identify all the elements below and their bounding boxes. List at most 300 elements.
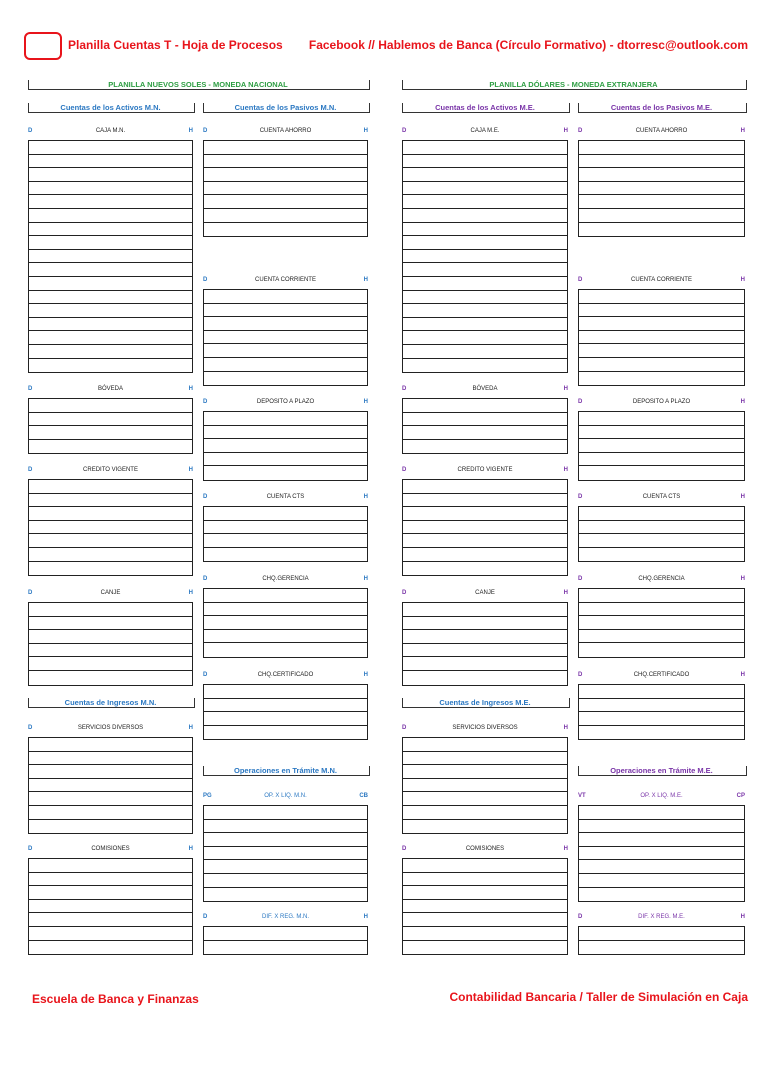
t-account-grid	[203, 805, 368, 902]
ledger-row[interactable]	[403, 345, 567, 359]
debit-label: D	[578, 576, 583, 582]
activos-mn-title: Cuentas de los Activos M.N.	[60, 103, 161, 112]
contact-info: Facebook // Hablemos de Banca (Círculo Formativo) - dtorresc@outlook.com	[308, 38, 748, 52]
t-account-header	[578, 576, 745, 586]
ledger-row[interactable]	[403, 209, 567, 223]
ledger-row[interactable]	[579, 941, 744, 955]
ledger-row[interactable]	[579, 290, 744, 304]
ledger-row[interactable]	[579, 548, 744, 562]
account-name: DIF. X REG. M.E.	[638, 914, 685, 920]
ledger-row[interactable]	[204, 888, 367, 902]
t-account-header	[203, 128, 368, 138]
ledger-row[interactable]	[29, 792, 192, 806]
t-account-grid	[578, 506, 745, 562]
ledger-row[interactable]	[204, 290, 367, 304]
debit-label: D	[578, 277, 583, 283]
ledger-row[interactable]	[403, 494, 567, 508]
t-account-grid	[402, 858, 568, 955]
debit-label: D	[203, 576, 208, 582]
ledger-row[interactable]	[29, 155, 192, 169]
ledger-row[interactable]	[579, 603, 744, 617]
t-account-grid	[203, 588, 368, 658]
ledger-row[interactable]	[403, 873, 567, 887]
account-name: DIF. X REG. M.N.	[261, 914, 309, 920]
t-account-grid	[578, 411, 745, 481]
t-account-header	[402, 725, 568, 735]
ledger-row[interactable]	[579, 344, 744, 358]
ledger-row[interactable]	[29, 534, 192, 548]
ledger-row[interactable]	[29, 223, 192, 237]
column-divider	[578, 754, 745, 795]
ledger-row[interactable]	[403, 671, 567, 685]
ledger-row[interactable]	[29, 548, 192, 562]
t-account-header	[578, 914, 745, 924]
debit-label: VT	[578, 793, 586, 799]
ledger-row[interactable]	[579, 141, 744, 155]
ledger-row[interactable]	[204, 685, 367, 699]
ledger-row[interactable]	[579, 412, 744, 426]
ledger-row[interactable]	[204, 195, 367, 209]
ledger-row[interactable]	[579, 317, 744, 331]
ledger-row[interactable]	[579, 874, 744, 888]
t-account-grid	[203, 140, 368, 237]
t-account-header	[578, 399, 745, 409]
account-name: CUENTA CORRIENTE	[631, 277, 692, 283]
account-name: CHQ.CERTIFICADO	[633, 672, 690, 678]
ledger-row[interactable]	[403, 250, 567, 264]
ledger-row[interactable]	[403, 562, 567, 576]
ledger-row[interactable]	[204, 223, 367, 237]
account-name: CHQ.GERENCIA	[262, 576, 309, 582]
ledger-row[interactable]	[579, 860, 744, 874]
ledger-row[interactable]	[579, 182, 744, 196]
ledger-row[interactable]	[579, 521, 744, 535]
ledger-row[interactable]	[204, 847, 367, 861]
ledger-row[interactable]	[579, 712, 744, 726]
ledger-row[interactable]	[204, 726, 367, 740]
ledger-row[interactable]	[579, 466, 744, 480]
account-name: CUENTA CTS	[266, 494, 305, 500]
debit-label: D	[28, 846, 33, 852]
ledger-row[interactable]	[204, 358, 367, 372]
debit-label: D	[28, 590, 33, 596]
ledger-row[interactable]	[403, 426, 567, 440]
t-account-grid	[203, 411, 368, 481]
t-account-grid	[203, 926, 368, 955]
ledger-row[interactable]	[204, 712, 367, 726]
ledger-row[interactable]	[403, 548, 567, 562]
ledger-row[interactable]	[579, 847, 744, 861]
t-account-grid	[28, 479, 193, 576]
ledger-row[interactable]	[29, 859, 192, 873]
ledger-row[interactable]	[579, 927, 744, 941]
debit-label: D	[203, 399, 208, 405]
ledger-row[interactable]	[579, 806, 744, 820]
ledger-row[interactable]	[403, 440, 567, 454]
ledger-row[interactable]	[579, 833, 744, 847]
credit-label: H	[363, 672, 368, 678]
ledger-row[interactable]	[29, 318, 192, 332]
ledger-row[interactable]	[403, 765, 567, 779]
ingresos-mn-title: Cuentas de Ingresos M.N.	[64, 698, 157, 707]
account-name: SERVICIOS DIVERSOS	[452, 725, 518, 731]
ledger-row[interactable]	[204, 603, 367, 617]
ledger-row[interactable]	[204, 548, 367, 562]
ledger-row[interactable]	[29, 820, 192, 834]
ledger-row[interactable]	[579, 630, 744, 644]
ledger-row[interactable]	[29, 630, 192, 644]
tramite-me-title: Operaciones en Trámite M.E.	[610, 766, 713, 775]
ledger-row[interactable]	[403, 413, 567, 427]
ledger-row[interactable]	[29, 562, 192, 576]
credit-label: H	[740, 576, 745, 582]
account-name: CANJE	[100, 590, 121, 596]
ledger-row[interactable]	[204, 182, 367, 196]
t-account-header	[203, 793, 368, 803]
ledger-row[interactable]	[579, 534, 744, 548]
ingresos-me-title: Cuentas de Ingresos M.E.	[439, 698, 531, 707]
ledger-row[interactable]	[403, 236, 567, 250]
ledger-row[interactable]	[403, 859, 567, 873]
footer-course: Contabilidad Bancaria / Taller de Simulación en Caja	[449, 990, 748, 1004]
ledger-row[interactable]	[29, 617, 192, 631]
ledger-row[interactable]	[204, 304, 367, 318]
ledger-row[interactable]	[403, 359, 567, 373]
ledger-row[interactable]	[29, 480, 192, 494]
ledger-row[interactable]	[579, 426, 744, 440]
credit-label: H	[563, 128, 568, 134]
ledger-row[interactable]	[579, 643, 744, 657]
ledger-row[interactable]	[403, 886, 567, 900]
ledger-row[interactable]	[403, 331, 567, 345]
t-account-comisiones-me	[402, 846, 568, 1091]
ledger-row[interactable]	[403, 738, 567, 752]
credit-label: H	[740, 277, 745, 283]
ledger-row[interactable]	[29, 399, 192, 413]
ledger-row[interactable]	[204, 534, 367, 548]
ledger-row[interactable]	[403, 913, 567, 927]
ledger-row[interactable]	[204, 412, 367, 426]
ledger-row[interactable]	[403, 617, 567, 631]
ledger-row[interactable]	[204, 699, 367, 713]
ledger-row[interactable]	[579, 616, 744, 630]
account-name: CAJA M.E.	[470, 128, 500, 134]
ledger-row[interactable]	[29, 209, 192, 223]
debit-label: D	[203, 672, 208, 678]
ledger-row[interactable]	[29, 603, 192, 617]
t-account-grid	[203, 684, 368, 740]
ledger-row[interactable]	[204, 941, 367, 955]
ledger-row[interactable]	[29, 359, 192, 373]
page-title: Planilla Cuentas T - Hoja de Procesos	[68, 38, 283, 52]
account-name: DEPOSITO A PLAZO	[632, 399, 691, 405]
t-account-header	[578, 128, 745, 138]
credit-label: H	[363, 277, 368, 283]
t-account-grid	[402, 602, 568, 686]
ledger-row[interactable]	[29, 331, 192, 345]
ledger-row[interactable]	[29, 927, 192, 941]
ledger-row[interactable]	[403, 820, 567, 834]
ledger-row[interactable]	[204, 141, 367, 155]
t-account-grid	[28, 398, 193, 454]
ledger-row[interactable]	[204, 927, 367, 941]
ledger-row[interactable]	[29, 521, 192, 535]
ledger-row[interactable]	[29, 738, 192, 752]
ledger-row[interactable]	[403, 480, 567, 494]
logo-box	[24, 32, 62, 60]
ledger-row[interactable]	[204, 507, 367, 521]
account-name: COMISIONES	[91, 846, 130, 852]
t-account-difreg-mn	[203, 914, 368, 955]
credit-label: H	[363, 576, 368, 582]
ledger-row[interactable]	[403, 927, 567, 941]
credit-label: H	[188, 128, 193, 134]
t-account-certificado-mn	[203, 672, 368, 794]
ledger-row[interactable]	[403, 182, 567, 196]
t-account-grid	[578, 926, 745, 955]
t-account-grid	[578, 588, 745, 658]
ledger-row[interactable]	[29, 141, 192, 155]
t-account-header	[203, 494, 368, 504]
account-name: OP. X LIQ. M.N.	[264, 793, 307, 799]
ledger-row[interactable]	[579, 358, 744, 372]
ledger-row[interactable]	[204, 331, 367, 345]
ledger-row[interactable]	[29, 263, 192, 277]
ledger-row[interactable]	[403, 399, 567, 413]
ledger-row[interactable]	[403, 223, 567, 237]
debit-label: D	[28, 128, 33, 134]
ledger-row[interactable]	[29, 426, 192, 440]
t-account-grid	[402, 479, 568, 576]
credit-label: H	[363, 494, 368, 500]
ledger-row[interactable]	[403, 155, 567, 169]
ledger-row[interactable]	[204, 466, 367, 480]
ledger-row[interactable]	[403, 534, 567, 548]
account-name: CANJE	[475, 590, 495, 596]
t-account-header	[203, 277, 368, 287]
ledger-row[interactable]	[403, 941, 567, 955]
credit-label: H	[740, 672, 745, 678]
ledger-row[interactable]	[403, 630, 567, 644]
ledger-row[interactable]	[579, 223, 744, 237]
t-account-header	[203, 576, 368, 586]
t-account-certificado-me	[578, 672, 745, 794]
ledger-row[interactable]	[579, 589, 744, 603]
ledger-row[interactable]	[403, 779, 567, 793]
ledger-row[interactable]	[29, 277, 192, 291]
t-account-header	[578, 672, 745, 682]
account-name: COMISIONES	[465, 846, 505, 852]
ledger-row[interactable]	[29, 291, 192, 305]
debit-label: D	[578, 914, 583, 920]
ledger-row[interactable]	[403, 263, 567, 277]
ledger-row[interactable]	[29, 886, 192, 900]
me-section-title: PLANILLA DÓLARES - MONEDA EXTRANJERA	[489, 80, 658, 89]
t-account-header	[203, 399, 368, 409]
debit-label: D	[578, 128, 583, 134]
t-account-header	[402, 846, 568, 856]
ledger-row[interactable]	[403, 277, 567, 291]
ledger-row[interactable]	[579, 685, 744, 699]
t-account-comisiones-mn	[28, 846, 193, 1091]
ledger-row[interactable]	[204, 643, 367, 657]
ledger-row[interactable]	[204, 630, 367, 644]
debit-label: D	[578, 399, 583, 405]
credit-label: H	[188, 467, 193, 473]
ledger-row[interactable]	[403, 521, 567, 535]
credit-label: H	[740, 494, 745, 500]
ledger-row[interactable]	[403, 657, 567, 671]
debit-label: D	[402, 467, 407, 473]
ledger-row[interactable]	[403, 195, 567, 209]
debit-label: D	[203, 128, 208, 134]
account-name: CREDITO VIGENTE	[457, 467, 513, 473]
ledger-row[interactable]	[579, 453, 744, 467]
debit-label: D	[28, 725, 33, 731]
t-account-difreg-me	[578, 914, 745, 955]
ledger-row[interactable]	[204, 806, 367, 820]
column-divider	[402, 1009, 568, 1091]
debit-label: D	[203, 277, 208, 283]
credit-label: H	[363, 914, 368, 920]
ledger-row[interactable]	[204, 521, 367, 535]
ledger-row[interactable]	[204, 616, 367, 630]
ledger-row[interactable]	[29, 900, 192, 914]
ledger-row[interactable]	[204, 874, 367, 888]
ledger-row[interactable]	[204, 820, 367, 834]
ledger-row[interactable]	[204, 589, 367, 603]
credit-label: CP	[736, 793, 745, 799]
ledger-row[interactable]	[29, 941, 192, 955]
ledger-row[interactable]	[29, 168, 192, 182]
ledger-row[interactable]	[579, 331, 744, 345]
t-account-grid	[28, 858, 193, 955]
ledger-row[interactable]	[579, 155, 744, 169]
ledger-row[interactable]	[29, 671, 192, 685]
ledger-row[interactable]	[403, 141, 567, 155]
t-account-grid	[28, 602, 193, 686]
t-account-grid	[402, 737, 568, 834]
ledger-row[interactable]	[29, 250, 192, 264]
ledger-row[interactable]	[29, 345, 192, 359]
debit-label: D	[578, 672, 583, 678]
account-name: CHQ.CERTIFICADO	[257, 672, 314, 678]
t-account-header	[28, 590, 193, 600]
ledger-row[interactable]	[29, 913, 192, 927]
account-name: OP. X LIQ. M.E.	[640, 793, 683, 799]
ledger-row[interactable]	[579, 304, 744, 318]
ledger-row[interactable]	[29, 413, 192, 427]
ledger-row[interactable]	[29, 779, 192, 793]
ledger-row[interactable]	[403, 792, 567, 806]
debit-label: D	[402, 128, 407, 134]
credit-label: H	[563, 467, 568, 473]
ledger-row[interactable]	[29, 304, 192, 318]
ledger-row[interactable]	[403, 900, 567, 914]
ledger-row[interactable]	[579, 195, 744, 209]
ledger-row[interactable]	[403, 644, 567, 658]
column-divider	[28, 1009, 193, 1091]
ledger-row[interactable]	[579, 209, 744, 223]
ledger-row[interactable]	[29, 236, 192, 250]
ledger-row[interactable]	[579, 888, 744, 902]
debit-label: PG	[203, 793, 212, 799]
ledger-row[interactable]	[204, 209, 367, 223]
ledger-row[interactable]	[579, 820, 744, 834]
ledger-row[interactable]	[29, 494, 192, 508]
ledger-row[interactable]	[579, 507, 744, 521]
account-name: DEPOSITO A PLAZO	[256, 399, 315, 405]
credit-label: H	[740, 128, 745, 134]
ledger-row[interactable]	[403, 603, 567, 617]
t-account-header	[203, 672, 368, 682]
ledger-row[interactable]	[204, 833, 367, 847]
ledger-row[interactable]	[204, 439, 367, 453]
credit-label: H	[563, 386, 568, 392]
ledger-row[interactable]	[29, 752, 192, 766]
ledger-row[interactable]	[204, 426, 367, 440]
ledger-row[interactable]	[579, 699, 744, 713]
account-name: BÓVEDA	[97, 386, 123, 392]
ledger-row[interactable]	[204, 168, 367, 182]
ledger-row[interactable]	[29, 440, 192, 454]
ledger-row[interactable]	[403, 318, 567, 332]
account-name: CUENTA CTS	[642, 494, 681, 500]
ledger-row[interactable]	[204, 372, 367, 386]
ledger-row[interactable]	[29, 182, 192, 196]
ledger-row[interactable]	[204, 317, 367, 331]
t-account-grid	[402, 398, 568, 454]
ledger-row[interactable]	[204, 344, 367, 358]
ledger-row[interactable]	[579, 168, 744, 182]
footer-school: Escuela de Banca y Finanzas	[32, 992, 199, 1006]
account-name: CUENTA AHORRO	[635, 128, 688, 134]
ledger-row[interactable]	[403, 752, 567, 766]
debit-label: D	[203, 914, 208, 920]
activos-me-title: Cuentas de los Activos M.E.	[435, 103, 535, 112]
column-divider	[203, 956, 368, 1038]
ledger-row[interactable]	[579, 372, 744, 386]
ledger-row[interactable]	[204, 155, 367, 169]
t-account-grid	[402, 140, 568, 373]
ledger-row[interactable]	[204, 860, 367, 874]
credit-label: H	[188, 386, 193, 392]
ledger-row[interactable]	[29, 765, 192, 779]
debit-label: D	[402, 590, 407, 596]
ledger-row[interactable]	[29, 806, 192, 820]
ledger-row[interactable]	[29, 657, 192, 671]
ledger-row[interactable]	[403, 291, 567, 305]
ledger-row[interactable]	[403, 168, 567, 182]
ledger-row[interactable]	[29, 644, 192, 658]
ledger-row[interactable]	[403, 806, 567, 820]
credit-label: H	[740, 914, 745, 920]
credit-label: H	[363, 128, 368, 134]
ledger-row[interactable]	[29, 507, 192, 521]
ledger-row[interactable]	[204, 453, 367, 467]
ledger-row[interactable]	[579, 726, 744, 740]
t-account-header	[402, 386, 568, 396]
ledger-row[interactable]	[403, 304, 567, 318]
credit-label: H	[363, 399, 368, 405]
t-account-grid	[203, 506, 368, 562]
ledger-row[interactable]	[579, 439, 744, 453]
ledger-row[interactable]	[403, 507, 567, 521]
credit-label: H	[563, 725, 568, 731]
t-account-grid	[578, 684, 745, 740]
ledger-row[interactable]	[29, 873, 192, 887]
ledger-row[interactable]	[29, 195, 192, 209]
